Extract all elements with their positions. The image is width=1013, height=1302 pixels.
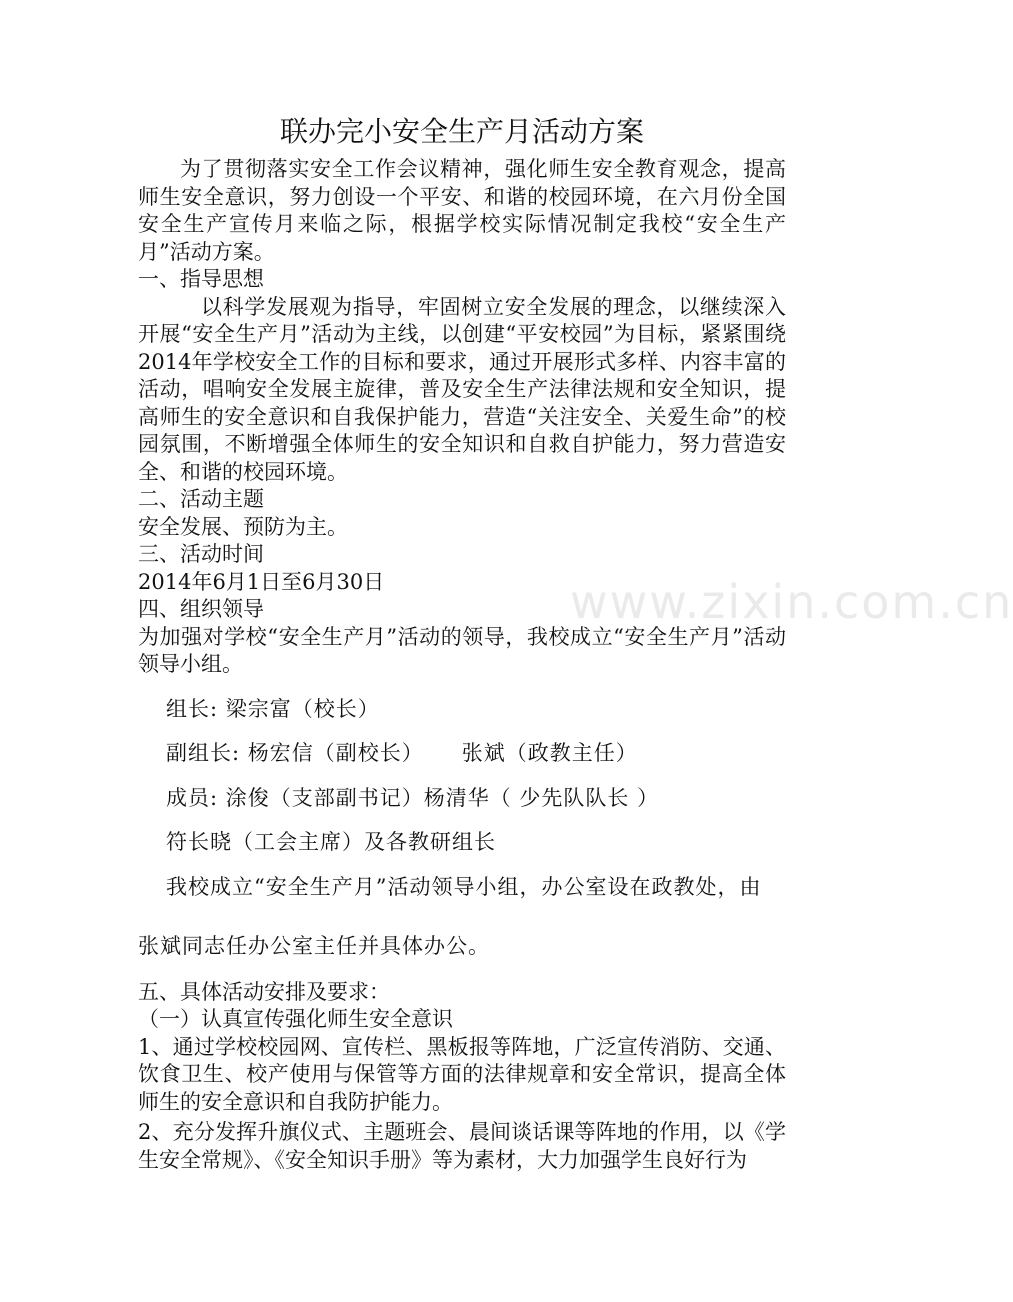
document-title: 联办完小安全生产月活动方案 [279,115,644,148]
vice-leader-line [166,740,786,768]
section-heading-activities: 五、具体活动安排及要求： [138,979,390,1004]
vice-leader-zhang: 张斌（政教主任） [461,741,638,765]
activity-item-2: 2、充分发挥升旗仪式、主题班会、晨间谈话课等阵地的作用，以《学生安全常规》、《安全知识手册》等为素材，大力加强学生良好行为 [138,1120,786,1172]
members-line-2: 符长晓（工会主席）及各教研组长 [166,830,496,854]
subsection-heading-publicity: （一）认真宣传强化师生安全意识 [138,1007,453,1031]
vice-leader-yang: 副组长: 杨宏信（副校长） [166,741,424,765]
section-heading-theme: 二、活动主题 [138,487,264,511]
document-page [138,112,786,1174]
time-paragraph: 2014年6月1日至6月30日 [138,569,385,594]
members-line-1: 成员: 涂俊（支部副书记）杨清华（ 少先队队长 ） [166,785,660,810]
activity-item-1: 1、通过学校校园网、宣传栏、黑板报等阵地，广泛宣传消防、交通、饮食卫生、校产使用与保管等方面的法律规章和安全常识，提高全体师生的安全意识和自我防护能力。 [138,1034,786,1114]
office-line-1: 我校成立“安全生产月”活动领导小组，办公室设在政教处，由 [166,874,762,899]
section-heading-leadership: 四、组织领导 [138,597,264,621]
office-line-2: 张斌同志任办公室主任并具体办公。 [138,934,490,958]
guiding-ideology-paragraph: 以科学发展观为指导，牢固树立安全发展的理念，以继续深入开展“安全生产月”活动为主线，以创建“平安校园”为目标，紧紧围绕2014年学校安全工作的目标和要求，通过开展形式多样、内容丰富的活动，唱响安全发展主旋律，普及安全生产法律法规和安全知识，提高师生的安全意识和自我保护能力，营造“关注安全、关爱生命”的校园氛围，不断增强全体师生的安全知识和自救自护能力，努力营造安全、和谐的校园环境。 [138,294,786,484]
intro-paragraph: 为了贯彻落实安全工作会议精神，强化师生安全教育观念，提高师生安全意识，努力创设一个平安、和谐的校园环境，在六月份全国安全生产宣传月来临之际，根据学校实际情况制定我校“安全生产月”活动方案。 [138,157,786,264]
watermark-text: www.zixin.com.cn [570,575,1013,629]
team-leader-line: 组长: 梁宗富（校长） [166,696,380,721]
theme-paragraph: 安全发展、预防为主。 [138,514,348,539]
leadership-paragraph: 为加强对学校“安全生产月”活动的领导，我校成立“安全生产月”活动领导小组。 [138,624,786,676]
section-heading-time: 三、活动时间 [138,542,264,566]
section-heading-guiding-ideology: 一、指导思想 [138,267,264,291]
